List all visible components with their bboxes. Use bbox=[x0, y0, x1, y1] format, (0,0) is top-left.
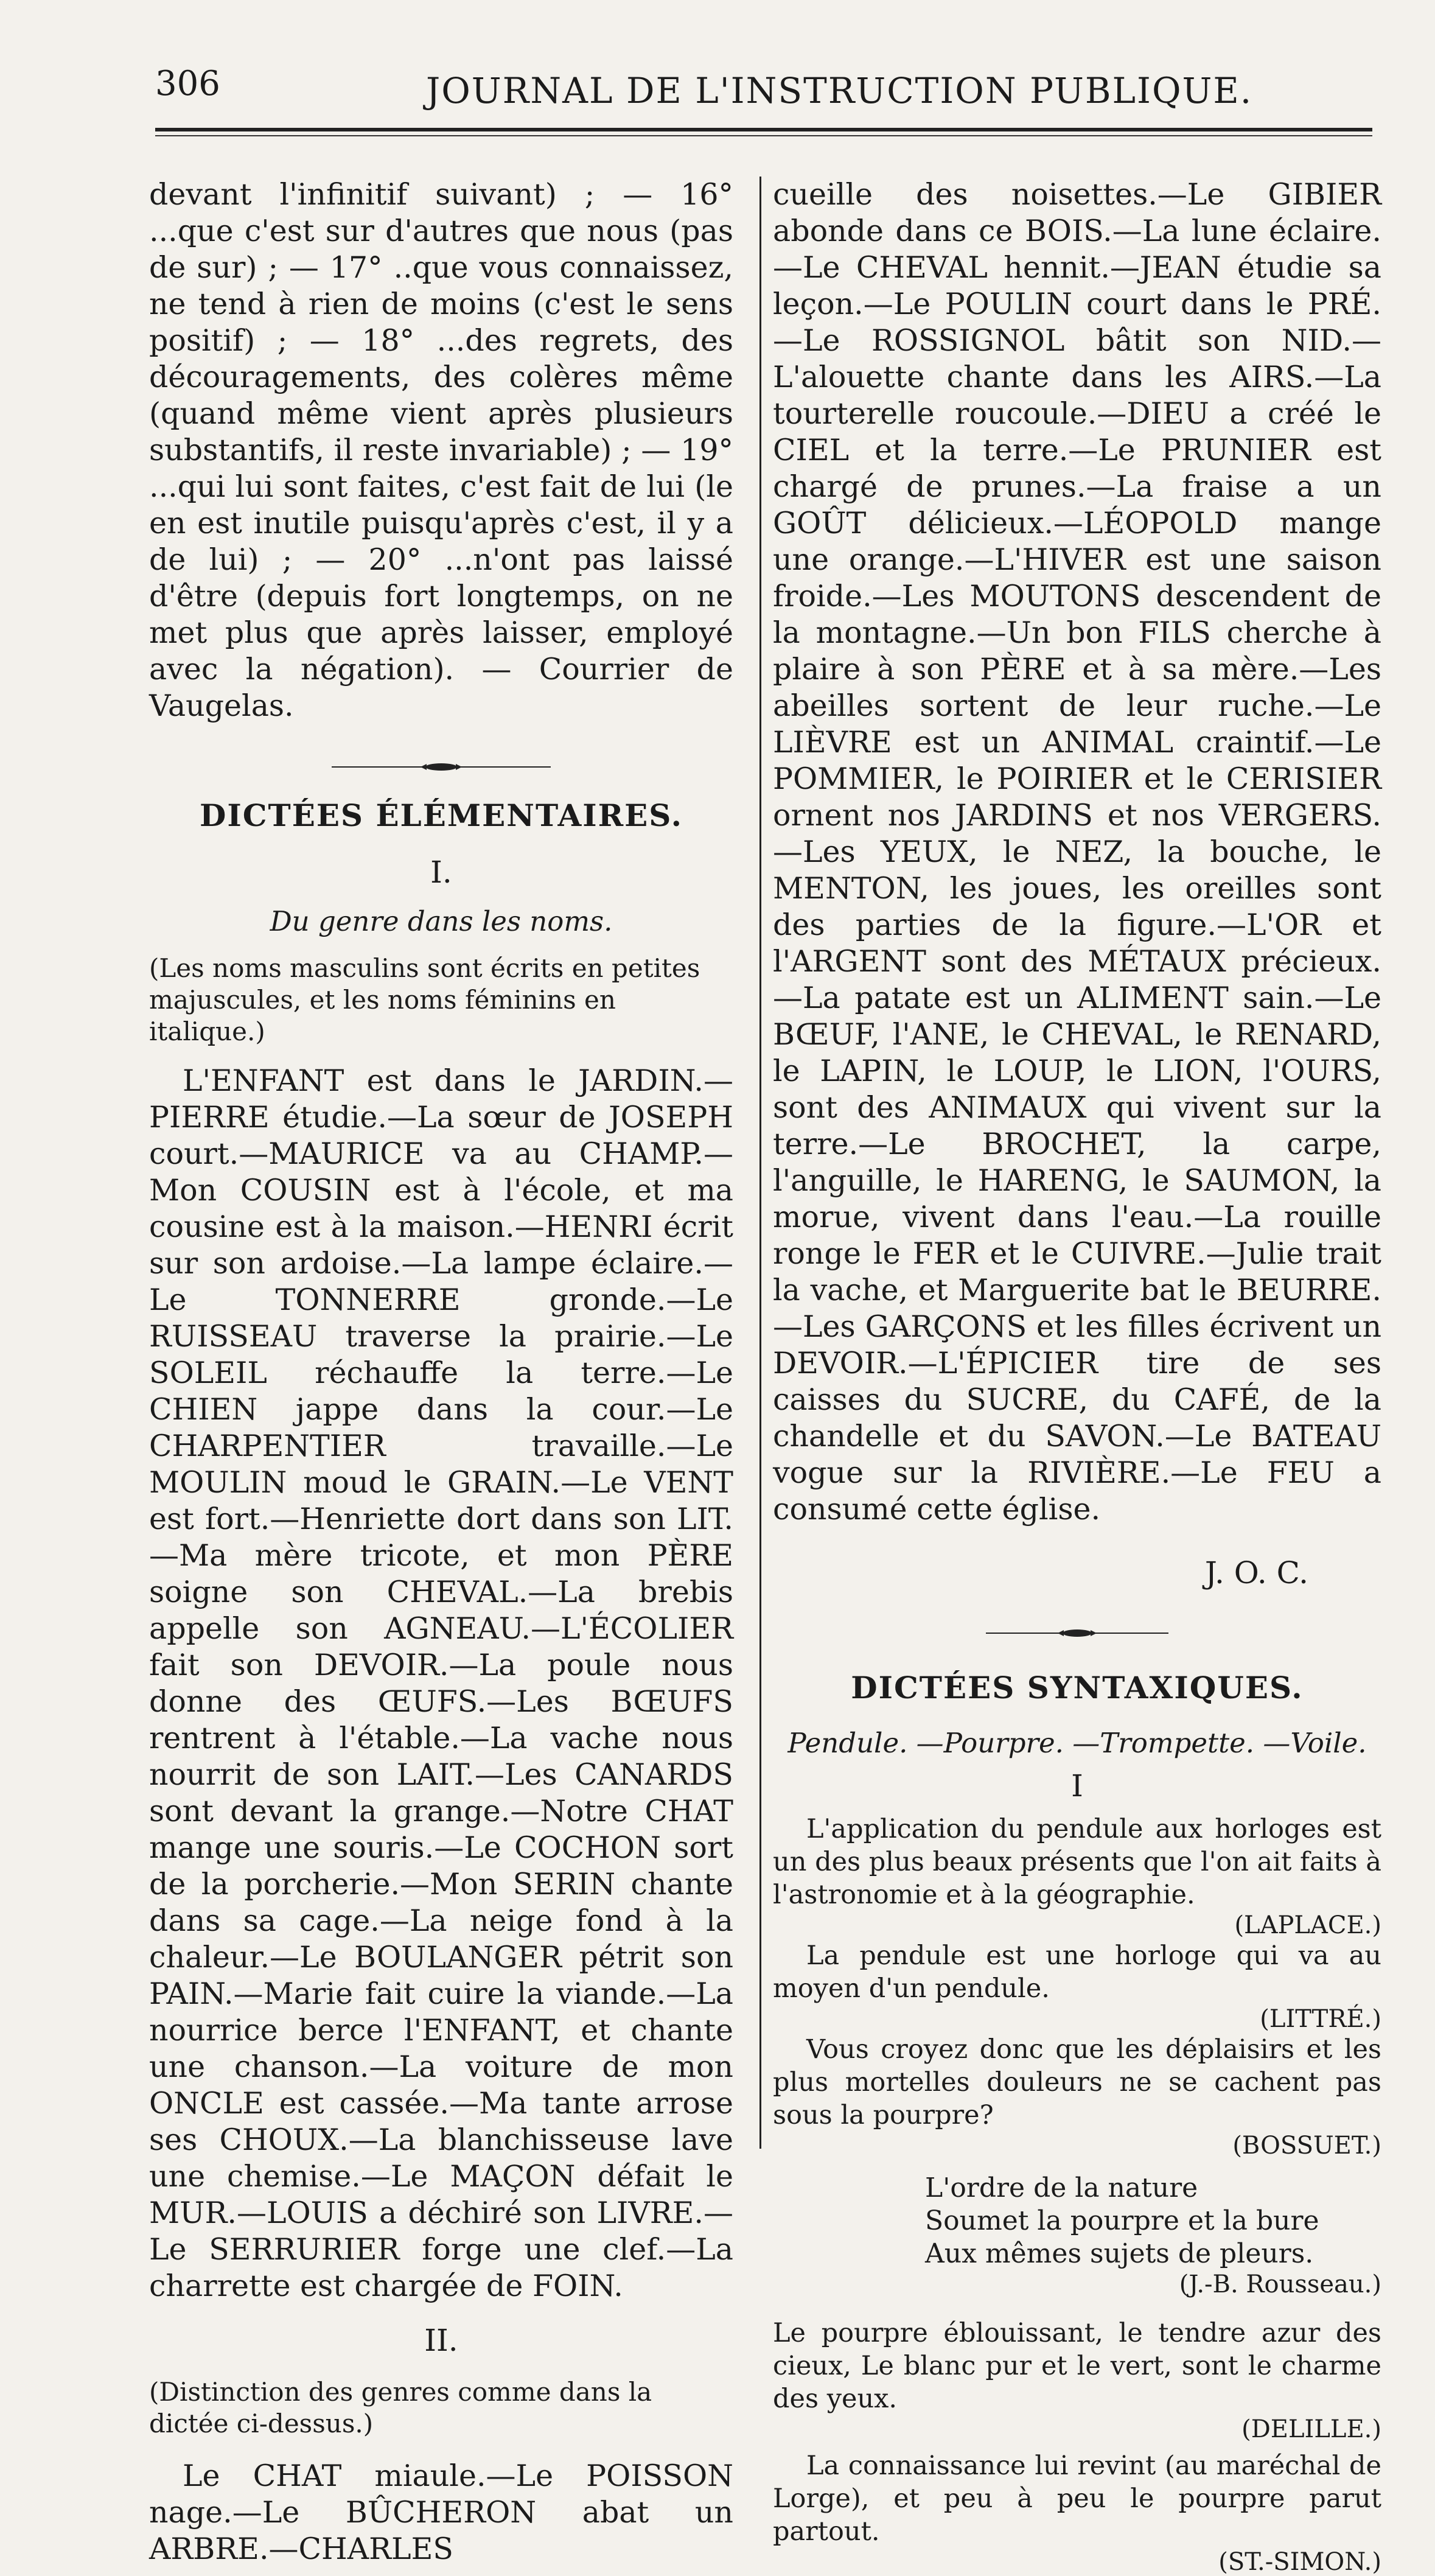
quote: La connaissance lui revint (au maréchal de Lorge), et peu à peu le pourpre parut partout. bbox=[773, 2451, 1381, 2547]
part-subtitle: Du genre dans les noms. bbox=[270, 905, 613, 937]
dictation-continuation: cueille des noisettes.—Le GIBIER abonde dans ce BOIS.—La lune éclaire.—Le CHEVAL hennit.—JEAN étudie sa leçon.—Le POULIN court dans le PRÉ.—Le ROSSIGNOL bâtit son NID.—L'alouette chante dans les AIRS.—La tourterelle roucoule.—DIEU a créé le CIEL et la terre.—Le PRUNIER est chargé de prunes.—La fraise a un GOÛT délicieux.—LÉOPOLD mange une orange.—L'HIVER est une saison froide.—Les MOUTONS descendent de la montagne.—Un bon FILS cherche à plaire à son PÈRE et à sa mère.—Les abeilles sortent de leur ruche.—Le LIÈVRE est un ANIMAL craintif.—Le POMMIER, le POIRIER et le CERISIER ornent nos JARDINS et nos VERGERS.—Les YEUX, le NEZ, la bouche, le MENTON, les joues, les oreilles sont des parties de la figure.—L'OR et l'ARGENT sont des MÉTAUX précieux.—La patate est un ALIMENT sain.—Le BŒUF, l'ANE, le CHEVAL, le RENARD, le LAPIN, le LOUP, le LION, l'OURS, sont des ANIMAUX qui vivent sur la terre.—Le BROCHET, la carpe, l'anguille, le HARENG, le SAUMON, la morue, vivent dans l'eau.—La rouille ronge le FER et le CUIVRE.—Julie trait la vache, et Marguerite bat le BEURRE.—Les GARÇONS et les filles écrivent un DEVOIR.—L'ÉPICIER tire de ses caisses du SUCRE, du CAFÉ, de la chandelle et du SAVON.—Le BATEAU vogue sur la RIVIÈRE.—Le FEU a consumé cette église. bbox=[773, 177, 1381, 1527]
ornament-divider bbox=[773, 1621, 1381, 1645]
part-numeral: I bbox=[1071, 1768, 1083, 1804]
quote-source: (J.-B. Rousseau.) bbox=[1179, 2270, 1381, 2298]
header-rule-thin bbox=[155, 135, 1372, 136]
section-title-syntaxiques: DICTÉES SYNTAXIQUES. bbox=[851, 1670, 1304, 1706]
intro-paragraph: devant l'infinitif suivant) ; — 16° ...que c'est sur d'autres que nous (pas de sur) ; — 17° ..que vous connaissez, ne tend à rien de moins (c'est le sens positif) ; — 18° ...des regrets, des découragements, des colères même (quand même vient après plusieurs substantifs, il reste invariable) ; — 19° ...qui lui sont faites, c'est fait de lui (le en est inutile puisqu'après c'est, il y a de lui) ; — 20° ...n'ont pas laissé d'être (depuis fort longtemps, on ne met plus que après laisser, employé avec la négation). — Courrier de Vaugelas. bbox=[149, 177, 733, 723]
part-numeral: I. bbox=[430, 855, 452, 890]
quote-source: (BOSSUET.) bbox=[1232, 2132, 1381, 2160]
page-number: 306 bbox=[155, 64, 220, 103]
section-subtitle: Pendule. —Pourpre. —Trompette. —Voile. bbox=[787, 1727, 1367, 1759]
left-column bbox=[149, 177, 733, 2567]
verse-line: L'ordre de la nature bbox=[925, 2172, 1198, 2203]
signature: J. O. C. bbox=[1204, 1555, 1308, 1591]
section-title-elementaires: DICTÉES ÉLÉMENTAIRES. bbox=[199, 797, 683, 833]
right-column bbox=[773, 177, 1381, 2576]
dictation-text: Le CHAT miaule.—Le POISSON nage.—Le BÛCHERON abat un ARBRE.—CHARLES bbox=[149, 2459, 733, 2566]
verse-line: Soumet la pourpre et la bure bbox=[925, 2205, 1319, 2236]
part-note: (Distinction des genres comme dans la dictée ci-dessus.) bbox=[149, 2377, 652, 2438]
ornament-divider bbox=[149, 755, 733, 779]
dictation-text: L'ENFANT est dans le JARDIN.—PIERRE étudie.—La sœur de JOSEPH court.—MAURICE va au CHAMP.—Mon COUSIN est à l'école, et ma cousine est à la maison.—HENRI écrit sur son ardoise.—La lampe éclaire.—Le TONNERRE gronde.—Le RUISSEAU traverse la prairie.—Le SOLEIL réchauffe la terre.—Le CHIEN jappe dans la cour.—Le CHARPENTIER travaille.—Le MOULIN moud le GRAIN.—Le VENT est fort.—Henriette dort dans son LIT.—Ma mère tricote, et mon PÈRE soigne son CHEVAL.—La brebis appelle son AGNEAU.—L'ÉCOLIER fait son DEVOIR.—La poule nous donne des ŒUFS.—Les BŒUFS rentrent à l'étable.—La vache nous nourrit de son LAIT.—Les CANARDS sont devant la grange.—Notre CHAT mange une souris.—Le COCHON sort de la porcherie.—Mon SERIN chante dans sa cage.—La neige fond à la chaleur.—Le BOULANGER pétrit son PAIN.—Marie fait cuire la viande.—La nourrice berce l'ENFANT, et chante une chanson.—La voiture de mon ONCLE est cassée.—Ma tante arrose ses CHOUX.—La blanchisseuse lave une chemise.—Le MAÇON défait le MUR.—LOUIS a déchiré son LIVRE.—Le SERRURIER forge une clef.—La charrette est chargée de FOIN. bbox=[149, 1063, 733, 2303]
quote: La pendule est une horloge qui va au moyen d'un pendule. bbox=[773, 1941, 1381, 2004]
quote-source: (DELILLE.) bbox=[1241, 2415, 1381, 2443]
column-divider bbox=[759, 177, 761, 2149]
verse-block bbox=[773, 2172, 1381, 2270]
quote-source: (LAPLACE.) bbox=[1234, 1911, 1381, 1939]
quote: L'application du pendule aux horloges est un des plus beaux présents que l'on ait faits à l'astronomie et à la géographie. bbox=[773, 1814, 1381, 1910]
part-numeral: II. bbox=[424, 2323, 458, 2358]
part-note: (Les noms masculins sont écrits en petites majuscules, et les noms féminins en italique.) bbox=[149, 953, 700, 1046]
quote: Vous croyez donc que les déplaisirs et les plus mortelles douleurs ne se cachent pas sous la pourpre? bbox=[773, 2034, 1381, 2130]
quote-source: (ST.-SIMON.) bbox=[1218, 2548, 1381, 2576]
quote-source: (LITTRÉ.) bbox=[1260, 2005, 1381, 2033]
verse-line: Aux mêmes sujets de pleurs. bbox=[925, 2238, 1314, 2269]
header-rule bbox=[155, 128, 1372, 131]
running-title: JOURNAL DE L'INSTRUCTION PUBLIQUE. bbox=[426, 70, 1253, 111]
quote: Le pourpre éblouissant, le tendre azur des cieux, Le blanc pur et le vert, sont le charme des yeux. bbox=[773, 2318, 1381, 2414]
